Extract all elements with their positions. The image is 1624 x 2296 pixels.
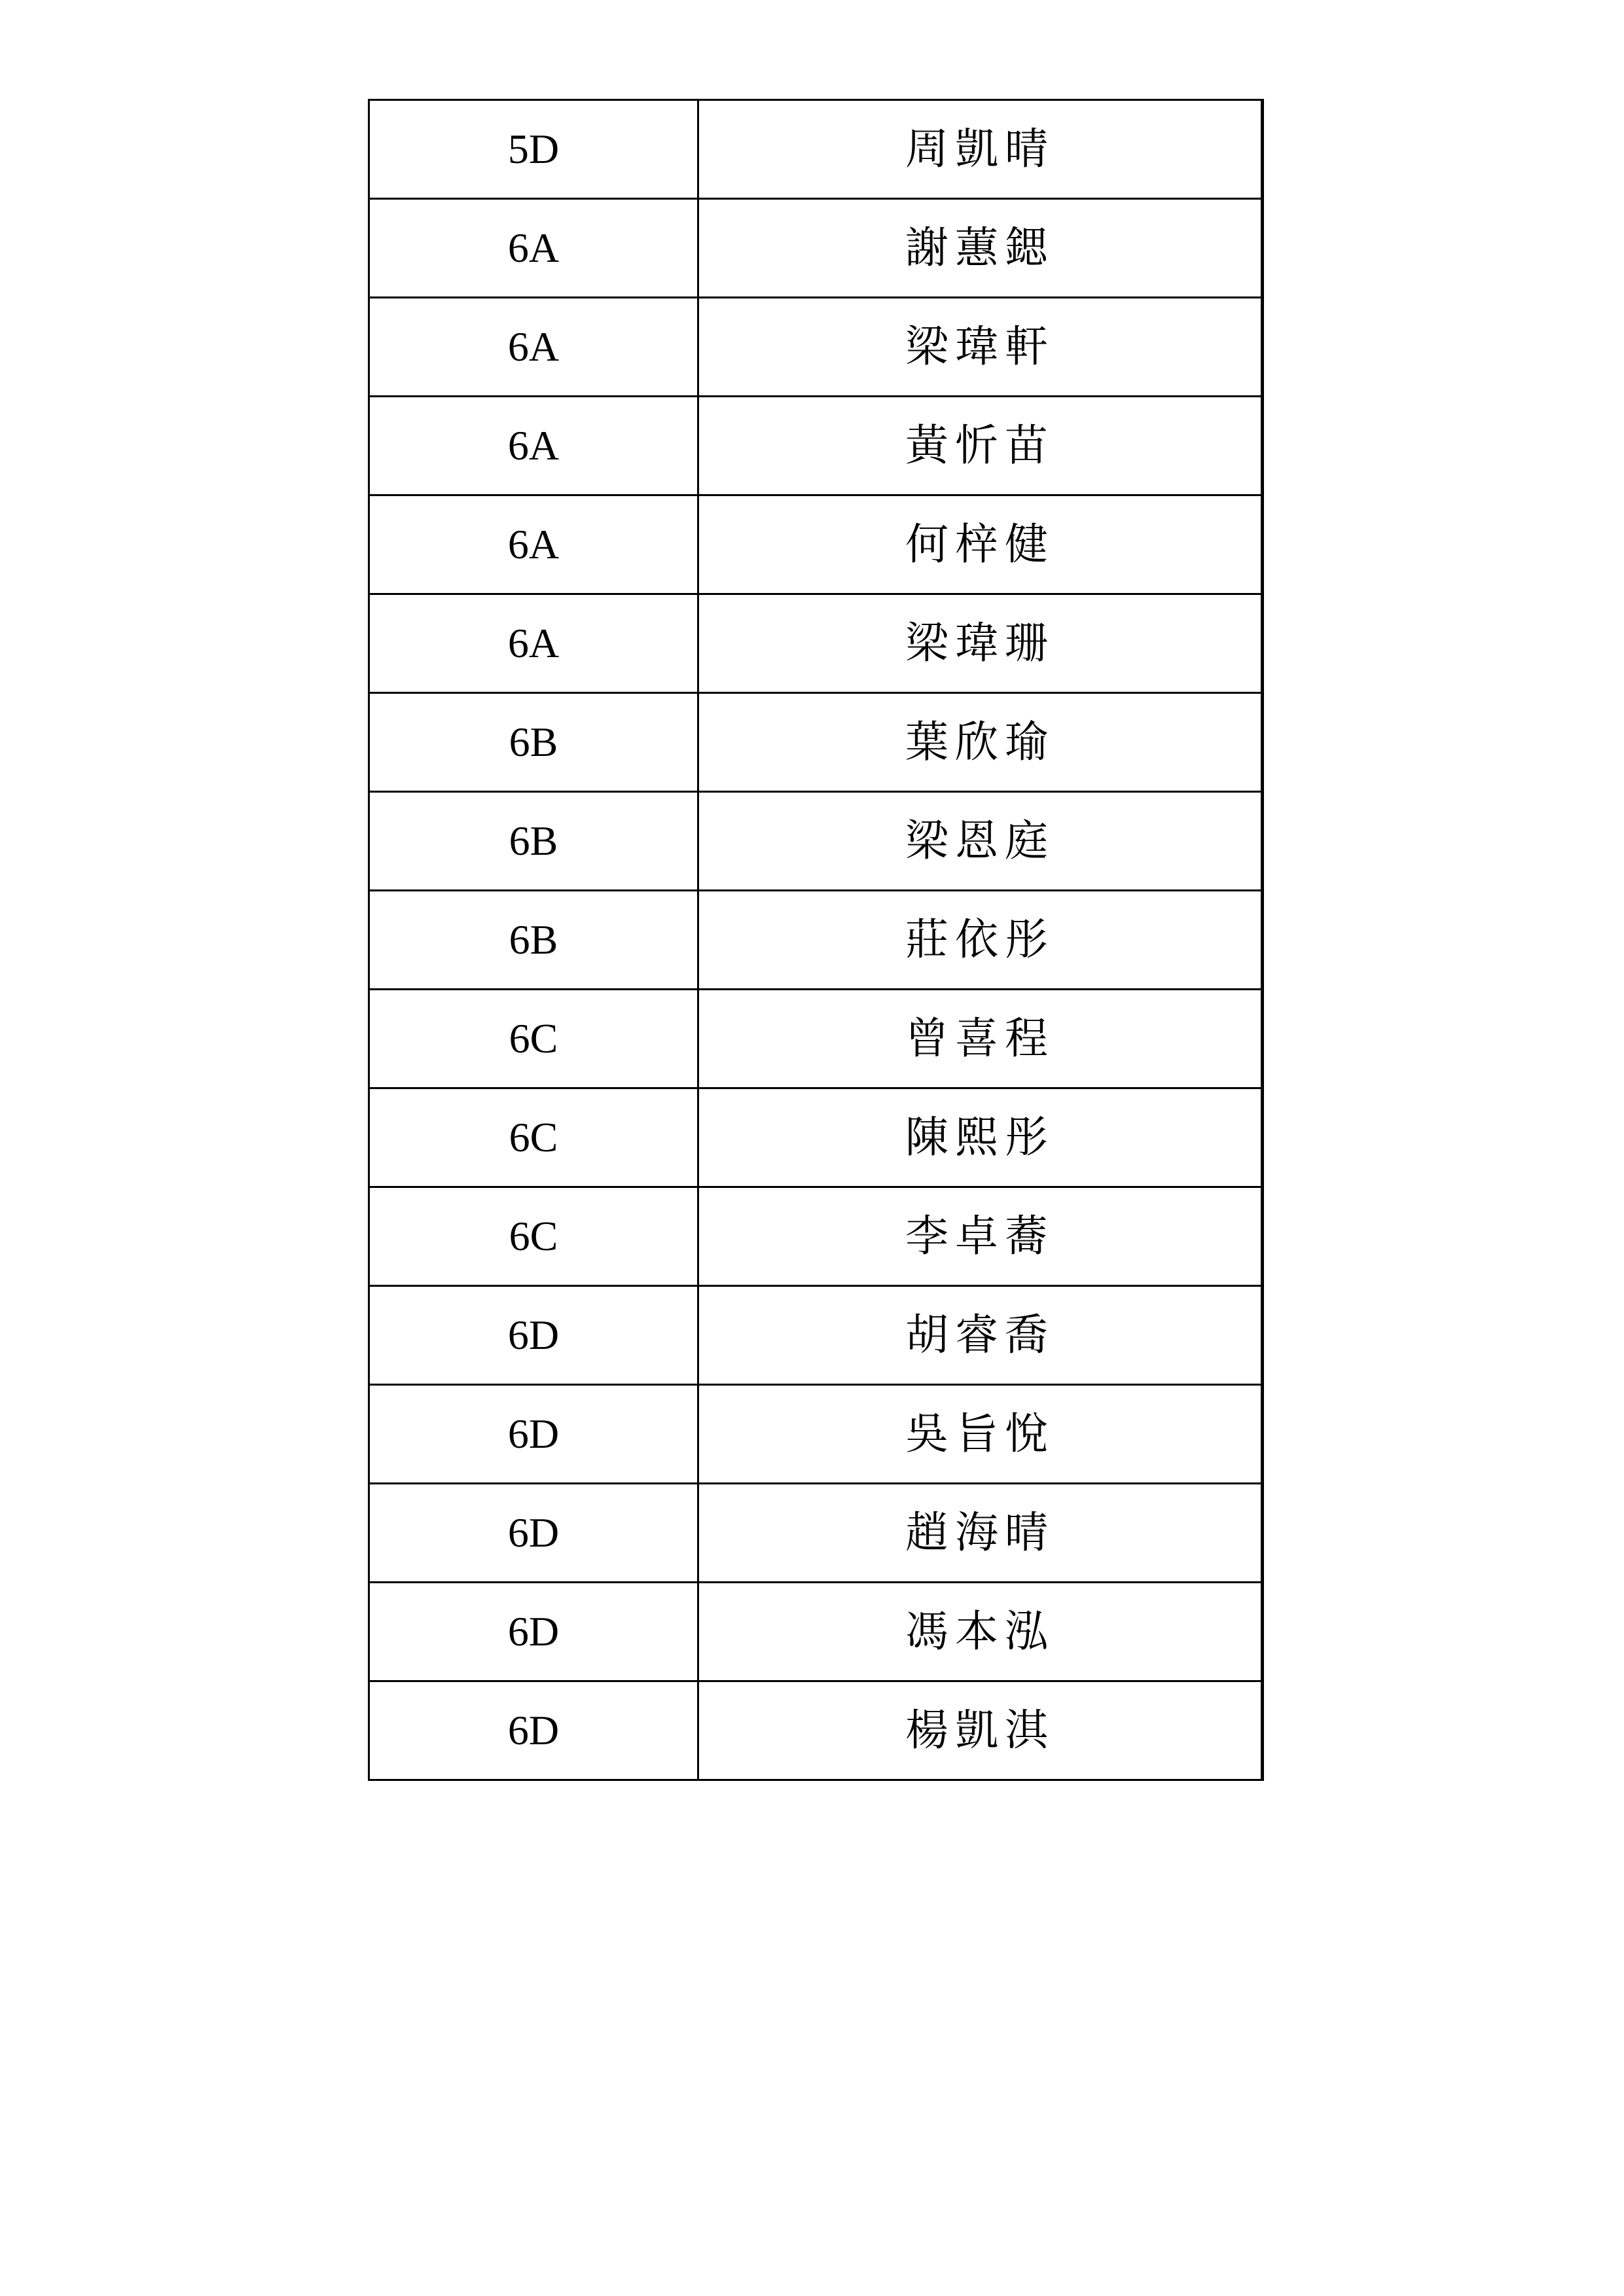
class-cell: 6C (369, 1187, 698, 1286)
table-row (369, 693, 1263, 792)
student-name-cell: 趙海晴 (698, 1484, 1263, 1583)
class-cell: 6B (369, 891, 698, 990)
student-name-cell: 陳熙彤 (698, 1088, 1263, 1187)
class-cell: 6C (369, 1088, 698, 1187)
student-name-cell: 胡睿喬 (698, 1286, 1263, 1385)
class-cell: 6A (369, 397, 698, 495)
class-cell: 6A (369, 594, 698, 693)
table-row (369, 298, 1263, 397)
roster-body (369, 100, 1263, 1780)
table-row (369, 1681, 1263, 1780)
table-row (369, 495, 1263, 594)
student-name-cell: 梁恩庭 (698, 792, 1263, 891)
student-roster-table (368, 99, 1264, 1781)
class-cell: 6B (369, 693, 698, 792)
class-cell: 6D (369, 1286, 698, 1385)
table-row (369, 1286, 1263, 1385)
student-name-cell: 黃忻苗 (698, 397, 1263, 495)
class-cell: 6D (369, 1583, 698, 1681)
student-name-cell: 李卓蕎 (698, 1187, 1263, 1286)
student-name-cell: 梁瑋珊 (698, 594, 1263, 693)
table-row (369, 1484, 1263, 1583)
class-cell: 6C (369, 990, 698, 1088)
table-row (369, 990, 1263, 1088)
class-cell: 6D (369, 1484, 698, 1583)
student-name-cell: 馮本泓 (698, 1583, 1263, 1681)
student-name-cell: 何梓健 (698, 495, 1263, 594)
table-row (369, 891, 1263, 990)
table-row (369, 792, 1263, 891)
table-row (369, 1187, 1263, 1286)
class-cell: 6A (369, 495, 698, 594)
class-cell: 6A (369, 199, 698, 298)
student-name-cell: 莊依彤 (698, 891, 1263, 990)
student-name-cell: 謝蕙鍶 (698, 199, 1263, 298)
student-name-cell: 楊凱淇 (698, 1681, 1263, 1780)
class-cell: 5D (369, 100, 698, 199)
table-row (369, 199, 1263, 298)
student-name-cell: 周凱晴 (698, 100, 1263, 199)
class-cell: 6D (369, 1385, 698, 1484)
class-cell: 6A (369, 298, 698, 397)
student-name-cell: 曾喜程 (698, 990, 1263, 1088)
table-row (369, 1583, 1263, 1681)
table-row (369, 397, 1263, 495)
class-cell: 6B (369, 792, 698, 891)
table-row (369, 1385, 1263, 1484)
student-name-cell: 梁瑋軒 (698, 298, 1263, 397)
table-row (369, 594, 1263, 693)
table-row (369, 1088, 1263, 1187)
student-name-cell: 吳旨悅 (698, 1385, 1263, 1484)
table-row (369, 100, 1263, 199)
student-name-cell: 葉欣瑜 (698, 693, 1263, 792)
class-cell: 6D (369, 1681, 698, 1780)
